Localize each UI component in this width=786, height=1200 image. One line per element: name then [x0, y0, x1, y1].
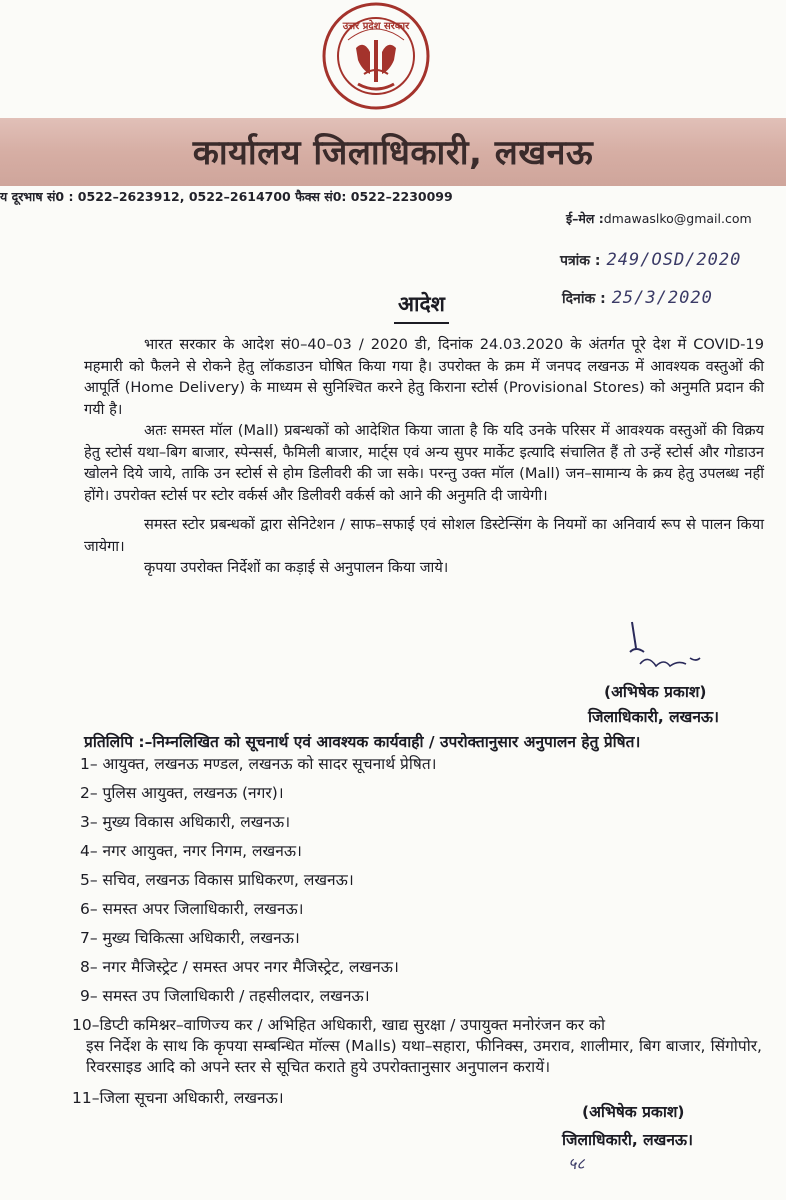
- letter-number: [560, 250, 741, 270]
- order-body: [84, 334, 764, 579]
- list-item: 8– नगर मैजिस्ट्रेट / समस्त अपर नगर मैजिस्ट्रेट, लखनऊ।: [80, 958, 399, 976]
- letter-date-value: 25/3/2020: [611, 288, 713, 308]
- signatory-designation-2: जिलाधिकारी, लखनऊ।: [562, 1131, 693, 1149]
- letter-date: [562, 288, 713, 308]
- office-title: कार्यालय जिलाधिकारी, लखनऊ: [192, 133, 594, 173]
- emblem-caption: उत्तर प्रदेश सरकार: [342, 21, 410, 32]
- order-title: आदेश: [398, 292, 445, 316]
- order-paragraph-1: भारत सरकार के आदेश सं0–40–03 / 2020 डी, दिनांक 24.03.2020 के अंतर्गत पूरे देश में COVID-19 महमारी को फैलने से रोकने हेतु लॉकडाउन घोषित किया गया है। उपरोक्त के क्रम में जनपद लखनऊ में आवश्यक वस्तुओं की आपूर्ति (Home Delivery) के माध्यम से सुनिश्चित करने हेतु किराना स्टोर्स (Provisional Stores) को अनुमति प्रदान की गयी है।: [84, 336, 764, 418]
- order-paragraph-3: समस्त स्टोर प्रबन्धकों द्वारा सेनिटेशन / साफ–सफाई एवं सोशल डिस्टेन्सिंग के नियमों का अनिवार्य रूप से पालन किया जायेगा।: [84, 516, 764, 555]
- handwritten-initials: ५८: [568, 1154, 585, 1173]
- up-government-emblem-icon: [318, 0, 434, 112]
- list-item: 2– पुलिस आयुक्त, लखनऊ (नगर)।: [80, 784, 284, 802]
- list-item: 11–जिला सूचना अधिकारी, लखनऊ।: [72, 1089, 284, 1107]
- list-item: 9– समस्त उप जिलाधिकारी / तहसीलदार, लखनऊ।: [80, 987, 370, 1005]
- letter-date-label: दिनांक :: [562, 291, 606, 307]
- list-item: 6– समस्त अपर जिलाधिकारी, लखनऊ।: [80, 900, 304, 918]
- list-item-10-continuation: इस निर्देश के साथ कि कृपया सम्बन्धित मॉल्स (Malls) यथा–सहारा, फीनिक्स, उमराव, शालीमार, बिग बाजार, सिंगोपोर, रिवरसाइड आदि को अपने स्तर से सूचित कराते हुये उपरोक्तानुसार अनुपालन करायें।: [86, 1037, 762, 1076]
- list-item: [72, 1015, 762, 1078]
- order-paragraph-2: अतः समस्त मॉल (Mall) प्रबन्धकों को आदेशित किया जाता है कि यदि उनके परिसर में आवश्यक वस्तुओं की विक्रय हेतु स्टोर्स यथा–बिग बाजार, स्पेन्सर्स, फैमिली बाजार, मार्ट्स एवं अन्य सुपर मार्केट इत्यादि संचालित हैं तो उन्हें स्टोर्स और गोडाउन खोलने दिये जाये, ताकि उन स्टोर्स से होम डिलीवरी की जा सके। परन्तु उक्त मॉल (Mall) जन–सामान्य के क्रय हेतु उपलब्ध नहीं होंगे। उपरोक्त स्टोर्स पर स्टोर वर्कर्स और डिलीवरी वर्कर्स को आने की अनुमति दी जायेगी।: [84, 422, 764, 504]
- letter-number-value: 249/OSD/2020: [606, 250, 742, 270]
- list-item: 5– सचिव, लखनऊ विकास प्राधिकरण, लखनऊ।: [80, 871, 354, 889]
- office-header-band: [0, 118, 786, 186]
- list-item: 4– नगर आयुक्त, नगर निगम, लखनऊ।: [80, 842, 302, 860]
- signature-icon: [612, 618, 712, 678]
- signatory-name: (अभिषेक प्रकाश): [604, 683, 707, 701]
- list-item: 1– आयुक्त, लखनऊ मण्डल, लखनऊ को सादर सूचनार्थ प्रेषित।: [80, 755, 437, 773]
- email-label: ई–मेल :: [566, 211, 604, 226]
- signatory-name-2: (अभिषेक प्रकाश): [582, 1103, 685, 1121]
- email-value: dmawaslko@gmail.com: [603, 211, 752, 226]
- order-paragraph-4: कृपया उपरोक्त निर्देशों का कड़ाई से अनुपालन किया जाये।: [144, 559, 449, 576]
- list-item-10-head: 10–डिप्टी कमिश्नर–वाणिज्य कर / अभिहित अधिकारी, खाद्य सुरक्षा / उपायुक्त मनोरंजन कर को: [72, 1016, 605, 1034]
- email-line: [566, 210, 752, 227]
- list-item: 3– मुख्य विकास अधिकारी, लखनऊ।: [80, 813, 291, 831]
- list-item: 7– मुख्य चिकित्सा अधिकारी, लखनऊ।: [80, 929, 300, 947]
- contact-line: य दूरभाष सं0 : 0522–2623912, 0522–2614700 फैक्स सं0: 0522–2230099: [0, 189, 453, 204]
- letter-number-label: पत्रांक :: [560, 253, 601, 269]
- copy-to-list: [72, 754, 780, 1117]
- signatory-designation: जिलाधिकारी, लखनऊ।: [588, 708, 719, 726]
- copy-to-heading: प्रतिलिपि :–निम्नलिखित को सूचनार्थ एवं आवश्यक कार्यवाही / उपरोक्तानुसार अनुपालन हेतु प्रेषित।: [84, 733, 641, 751]
